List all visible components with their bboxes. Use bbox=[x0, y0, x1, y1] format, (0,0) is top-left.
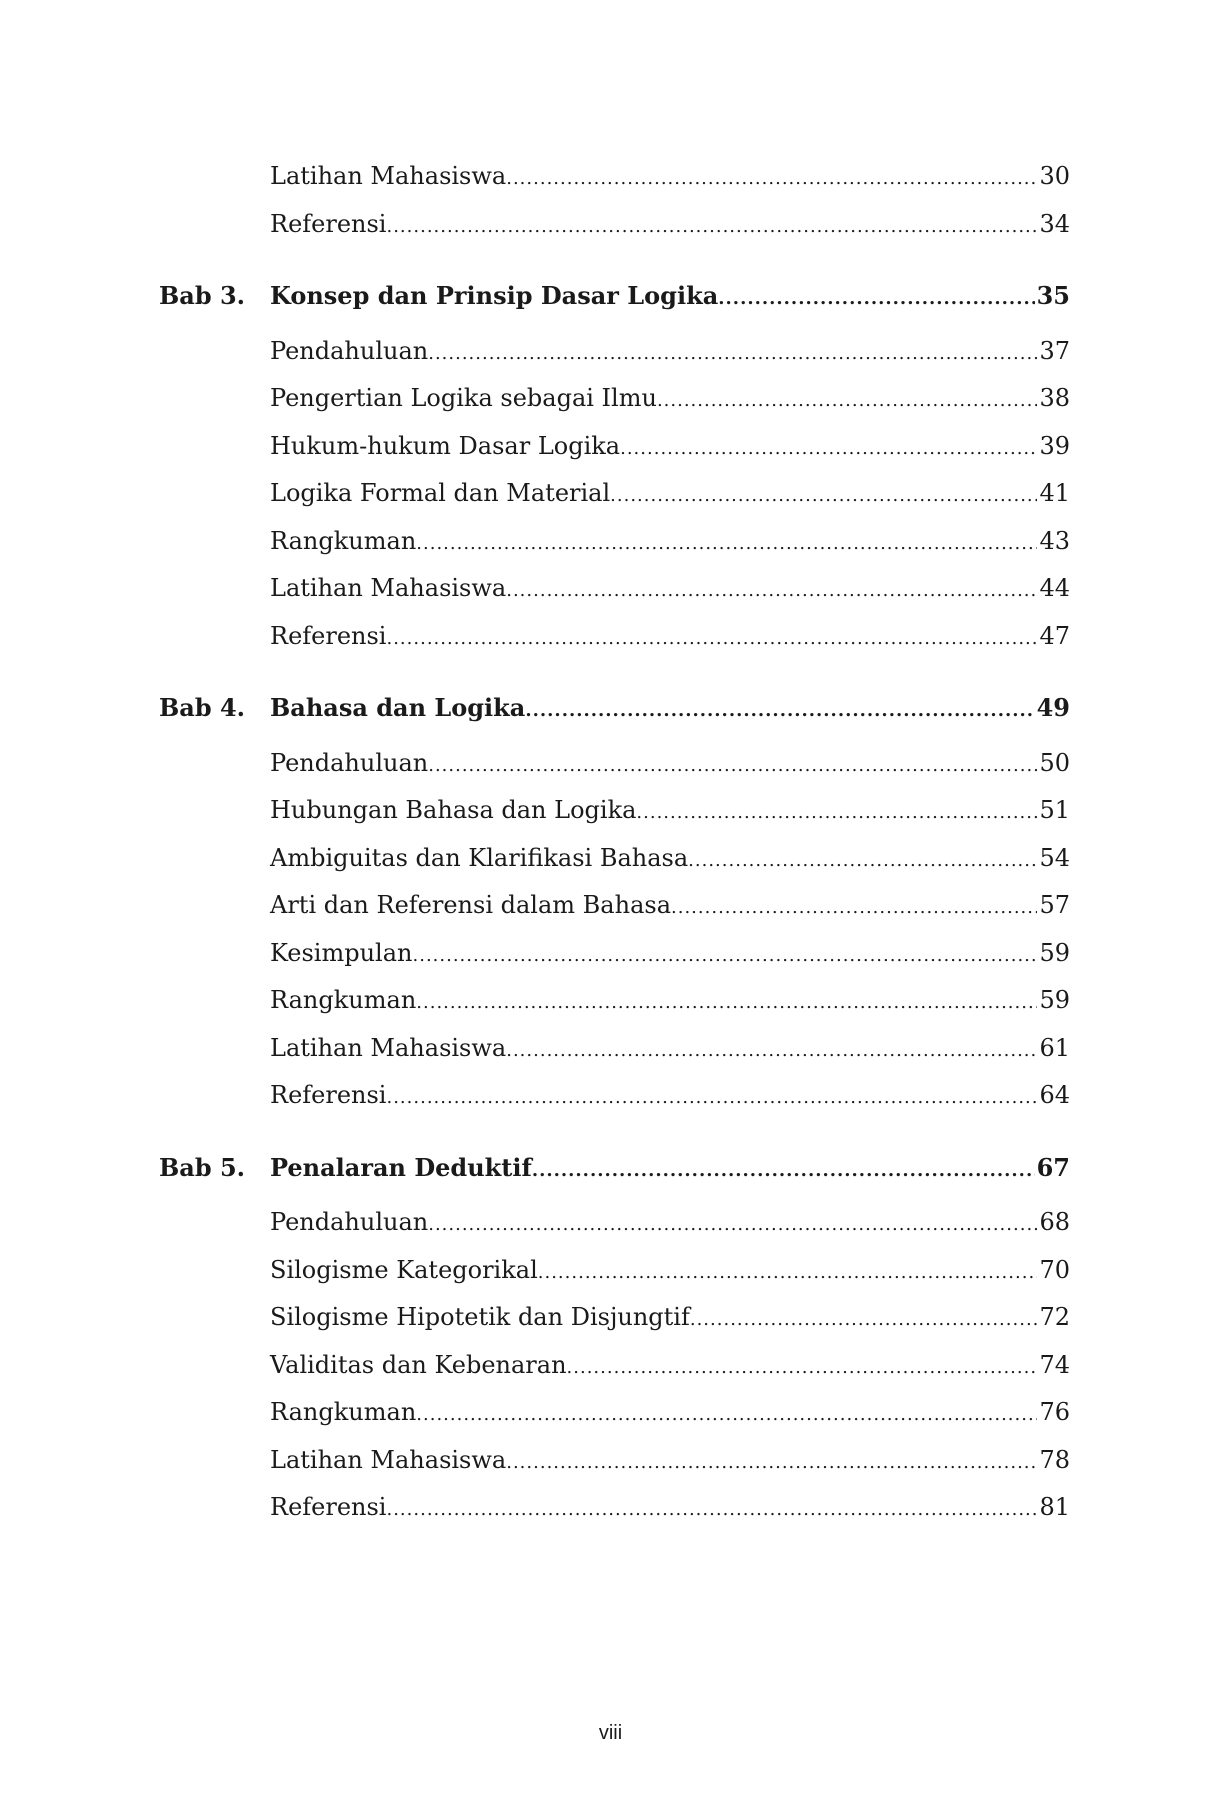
toc-entry-row[interactable] bbox=[159, 470, 1070, 518]
page-number: viii bbox=[598, 1722, 623, 1744]
dot-leader bbox=[538, 1249, 1038, 1297]
toc-entry-row[interactable] bbox=[159, 1437, 1070, 1485]
toc-entry-row[interactable] bbox=[159, 740, 1070, 788]
toc-entry-row[interactable] bbox=[159, 1247, 1070, 1295]
entry-title: Bahasa dan Logika bbox=[270, 693, 526, 722]
toc-entry-row[interactable] bbox=[159, 977, 1070, 1025]
dot-leader bbox=[386, 203, 1037, 251]
entry-page: 51 bbox=[1039, 796, 1070, 824]
entry-page: 37 bbox=[1039, 336, 1070, 365]
entry-title: Arti dan Referensi dalam Bahasa bbox=[270, 891, 672, 919]
entry-title: Latihan Mahasiswa bbox=[270, 1033, 507, 1062]
dot-leader bbox=[506, 567, 1037, 615]
entry-page: 47 bbox=[1039, 621, 1070, 650]
entry-title: Pengertian Logika sebagai Ilmu bbox=[270, 384, 657, 412]
entry-page: 35 bbox=[1036, 281, 1070, 310]
entry-title: Latihan Mahasiswa bbox=[270, 162, 507, 190]
toc-entry-row[interactable] bbox=[159, 1389, 1070, 1437]
entry-title: Silogisme Hipotetik dan Disjungtif bbox=[270, 1303, 690, 1331]
toc-entry-row[interactable] bbox=[159, 1025, 1070, 1073]
toc-chapter-row[interactable] bbox=[159, 684, 1070, 732]
entry-title: Referensi bbox=[270, 1493, 387, 1521]
dot-leader bbox=[636, 789, 1037, 837]
toc-entry-row[interactable] bbox=[159, 1199, 1070, 1247]
dot-leader bbox=[428, 330, 1037, 378]
entry-page: 41 bbox=[1039, 479, 1070, 507]
dot-leader bbox=[428, 1201, 1037, 1249]
entry-title: Pendahuluan bbox=[270, 336, 429, 365]
dot-leader bbox=[718, 275, 1034, 323]
toc-entry-row[interactable] bbox=[159, 153, 1070, 201]
entry-page: 81 bbox=[1039, 1493, 1070, 1521]
entry-page: 68 bbox=[1039, 1208, 1070, 1236]
entry-page: 38 bbox=[1039, 384, 1070, 412]
entry-title: Hubungan Bahasa dan Logika bbox=[270, 796, 637, 824]
dot-leader bbox=[657, 377, 1038, 425]
toc-entry-row[interactable] bbox=[159, 613, 1070, 661]
entry-page: 74 bbox=[1039, 1350, 1070, 1379]
entry-title: Hukum-hukum Dasar Logika bbox=[270, 431, 621, 460]
entry-page: 44 bbox=[1039, 574, 1070, 602]
entry-title: Rangkuman bbox=[270, 986, 417, 1014]
entry-title: Penalaran Deduktif bbox=[270, 1152, 532, 1182]
entry-title: Pendahuluan bbox=[270, 1208, 429, 1236]
toc-entry-row[interactable] bbox=[159, 1072, 1070, 1120]
toc-entry-row[interactable] bbox=[159, 1342, 1070, 1390]
entry-page: 67 bbox=[1036, 1152, 1070, 1182]
toc-entry-row[interactable] bbox=[159, 930, 1070, 978]
dot-leader bbox=[506, 1027, 1037, 1075]
entry-title: Logika Formal dan Material bbox=[270, 479, 611, 507]
entry-page: 59 bbox=[1039, 986, 1070, 1014]
entry-title: Rangkuman bbox=[270, 1398, 417, 1426]
entry-title: Kesimpulan bbox=[270, 938, 413, 967]
entry-page: 76 bbox=[1039, 1398, 1070, 1426]
dot-leader bbox=[506, 155, 1037, 203]
toc-entry-row[interactable] bbox=[159, 423, 1070, 471]
dot-leader bbox=[413, 932, 1038, 980]
entry-page: 43 bbox=[1039, 526, 1070, 555]
toc-entry-row[interactable] bbox=[159, 328, 1070, 376]
dot-leader bbox=[610, 472, 1037, 520]
entry-title: Latihan Mahasiswa bbox=[270, 1445, 507, 1474]
toc-entry-row[interactable] bbox=[159, 201, 1070, 249]
entry-page: 72 bbox=[1039, 1303, 1070, 1331]
entry-page: 30 bbox=[1039, 162, 1070, 190]
entry-title: Rangkuman bbox=[270, 526, 417, 555]
entry-title: Silogisme Kategorikal bbox=[270, 1255, 538, 1284]
dot-leader bbox=[567, 1344, 1038, 1392]
dot-leader bbox=[671, 884, 1037, 932]
chapter-label: Bab 5. bbox=[159, 1152, 246, 1182]
dot-leader bbox=[688, 837, 1037, 885]
toc-entry-row[interactable] bbox=[159, 882, 1070, 930]
entry-page: 78 bbox=[1039, 1445, 1070, 1474]
entry-page: 39 bbox=[1039, 431, 1070, 460]
toc-chapter-row[interactable] bbox=[159, 272, 1070, 320]
dot-leader bbox=[416, 520, 1037, 568]
toc-entry-row[interactable] bbox=[159, 565, 1070, 613]
table-of-contents bbox=[159, 153, 1070, 1532]
entry-title: Referensi bbox=[270, 621, 387, 650]
entry-title: Konsep dan Prinsip Dasar Logika bbox=[270, 281, 719, 310]
dot-leader bbox=[525, 687, 1034, 735]
dot-leader bbox=[386, 1074, 1037, 1122]
toc-chapter-row[interactable] bbox=[159, 1144, 1070, 1192]
entry-title: Referensi bbox=[270, 209, 387, 238]
entry-page: 50 bbox=[1039, 748, 1070, 777]
entry-title: Pendahuluan bbox=[270, 748, 429, 777]
entry-title: Validitas dan Kebenaran bbox=[270, 1350, 567, 1379]
dot-leader bbox=[428, 742, 1037, 790]
entry-page: 61 bbox=[1039, 1033, 1070, 1062]
entry-page: 70 bbox=[1039, 1255, 1070, 1284]
entry-page: 57 bbox=[1039, 891, 1070, 919]
dot-leader bbox=[532, 1147, 1035, 1195]
entry-page: 49 bbox=[1036, 693, 1070, 722]
entry-title: Latihan Mahasiswa bbox=[270, 574, 507, 602]
entry-title: Referensi bbox=[270, 1081, 387, 1109]
chapter-label: Bab 4. bbox=[159, 693, 246, 722]
toc-entry-row[interactable] bbox=[159, 1294, 1070, 1342]
toc-entry-row[interactable] bbox=[159, 787, 1070, 835]
entry-page: 54 bbox=[1039, 843, 1070, 872]
toc-entry-row[interactable] bbox=[159, 835, 1070, 883]
dot-leader bbox=[620, 425, 1037, 473]
dot-leader bbox=[416, 1391, 1037, 1439]
entry-title: Ambiguitas dan Klarifikasi Bahasa bbox=[270, 843, 689, 872]
toc-entry-row[interactable] bbox=[159, 375, 1070, 423]
dot-leader bbox=[386, 1486, 1037, 1534]
entry-page: 64 bbox=[1039, 1081, 1070, 1109]
dot-leader bbox=[690, 1296, 1038, 1344]
entry-page: 34 bbox=[1039, 209, 1070, 238]
dot-leader bbox=[416, 979, 1037, 1027]
toc-entry-row[interactable] bbox=[159, 1484, 1070, 1532]
toc-entry-row[interactable] bbox=[159, 518, 1070, 566]
entry-page: 59 bbox=[1039, 938, 1070, 967]
dot-leader bbox=[386, 615, 1037, 663]
dot-leader bbox=[506, 1439, 1037, 1487]
chapter-label: Bab 3. bbox=[159, 281, 246, 310]
